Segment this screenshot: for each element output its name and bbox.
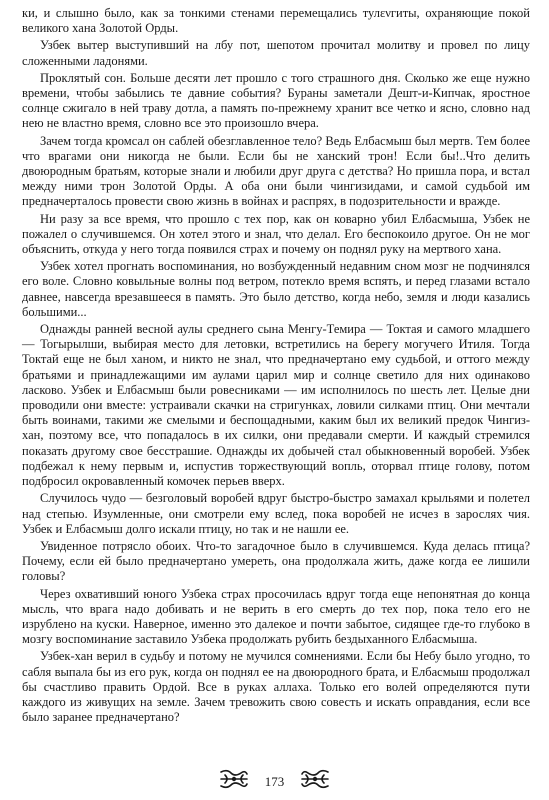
paragraph-5: Ни разу за все время, что прошло с тех пор, как он коварно убил Елбасмыша, Узбек не пожалел о случившемся. Он хотел этого и знал, что делал. Его беспокоило другое. Он не мог объяснить, откуда у него тогда появился страх и почему он поднял руку на мертвого хана.	[22, 211, 530, 257]
paragraph-9: Увиденное потрясло обоих. Что-то загадочное было в случившемся. Куда делась птица? Почему, если ей было предначертано умереть, она продолжала жить, даже когда ее лишили головы?	[22, 538, 530, 584]
paragraph-3: Проклятый сон. Больше десяти лет прошло с того страшного дня. Сколько же еще нужно времени, чтобы забылись те давние события? Бураны заметали Дешт-и-Кипчак, яростное солнце сжигало в ней траву дотла, а память по-прежнему хранит все четко и ясно, словно над нею не властно время, словно все это произошло вчера.	[22, 70, 530, 131]
page-footer	[0, 766, 549, 792]
paragraph-10: Через охвативший юного Узбека страх просочилась вдруг тогда еще непонятная до конца мысль, что врага надо добивать и не верить в его смерть до тех пор, пока тело его не изрублено на куски. Наверное, именно это далекое и почти забытое, сидящее где-то глубоко в мозгу воспоминание заставило Узбека продолжать рубить бездыханного Елбасмыша.	[22, 586, 530, 647]
paragraph-11: Узбек-хан верил в судьбу и потому не мучился сомнениями. Если бы Небу было угодно, то сабля выпала бы из его рук, когда он поднял ее на двоюродного брата, и Елбасмыш продолжал бы счастливо править Ордой. Все в руках аллаха. Только его волей определяются пути каждого из живущих на земле. Зачем тревожить свою совесть и искать оправдания, если все было заранее предначертано?	[22, 649, 530, 725]
paragraph-6: Узбек хотел прогнать воспоминания, но возбужденный недавним сном мозг не подчинялся его воле. Словно ковыльные волны под ветром, потекло время вспять, и перед глазами встало давнее, навсегда врезавшееся в память. Это было детство, когда небо, земля и люди казались большими...	[22, 259, 530, 319]
paragraph-1: ки, и слышно было, как за тонкими стенами перемещались тулενгиты, охраняющие покой великого хана Золотой Орды.	[22, 6, 530, 36]
ornament-right-icon	[300, 768, 330, 790]
paragraph-4: Зачем тогда кромсал он саблей обезглавленное тело? Ведь Елбасмыш был мертв. Тем более что врагами они никогда не были. Если бы не ханский трон! Если бы!..Что делить двоюродным братьям, которые знали и любили друг друга с детства? Но пришла пора, и встал между ними трон Золотой Орды. А оба они были чингизидами, и самой судьбой им предначерталось провести свою жизнь в войнах и распрях, в подозрительности и вражде.	[22, 133, 530, 209]
paragraph-8: Случилось чудо — безголовый воробей вдруг быстро-быстро замахал крыльями и полетел над степью. Изумленные, они смотрели ему вслед, пока воробей не исчез в зарослях чия. Узбек и Елбасмыш долго искали птицу, но так и не нашли ее.	[22, 491, 530, 536]
page-body	[22, 6, 530, 727]
paragraph-2: Узбек вытер выступивший на лбу пот, шепотом прочитал молитву и провел по лицу сложенными ладонями.	[22, 38, 530, 68]
page-number: 173	[264, 774, 285, 789]
paragraph-7: Однажды ранней весной аулы среднего сына Менгу-Темира — Toктая и самого младшего — Тогырылши, выбирая место для летовки, встретились на берегу могучего Итиля. Тогда Токтай еще не был ханом, и никто не знал, что предначертано ему судьбой, и оттого между братьями и принадлежащими им аулами царил мир и солнце светило для них одинаково ласково. Узбек и Елбасмыш были ровесниками — им исполнилось по шесть лет. Целые дни проводили они вместе: устраивали скачки на стригунках, ловили силками птиц. Они мечтали быть воинами, такими же смелыми и беспощадными, каким был их великий предок Чингиз-хан, поэтому все, что попадалось в их силки, они предавали смерти. И каждый стремился показать другому свое бесстрашие. Однажды их добычей стал обыкновенный воробей. Узбек подбежал к нему первым и, испустив торжествующий вопль, оторвал птице голову, потом подбросил окровавленный комочек перьев вверх.	[22, 322, 530, 489]
ornament-left-icon	[219, 768, 249, 790]
